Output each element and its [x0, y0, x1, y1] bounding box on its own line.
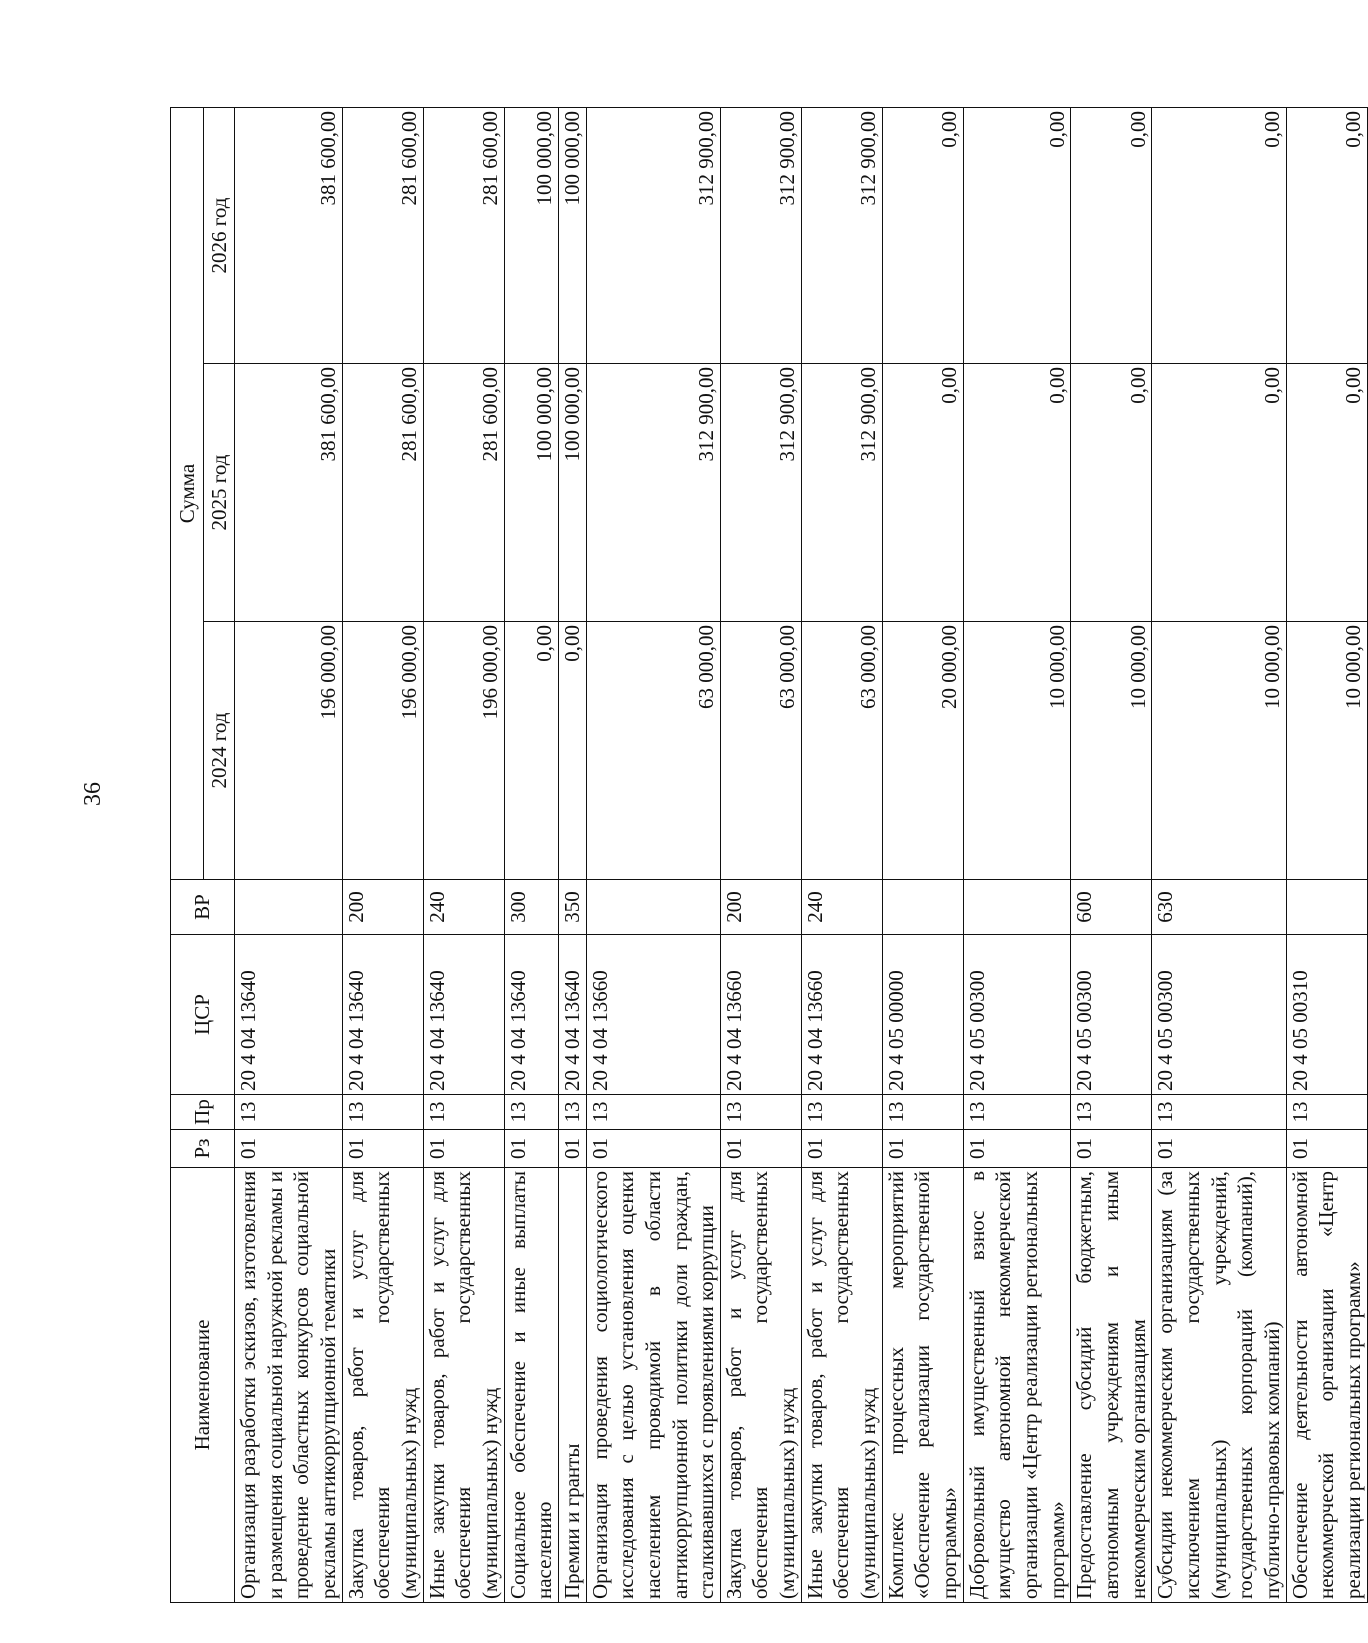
cell-2025: 0,00 [963, 364, 1071, 622]
cell-2025: 381 600,00 [235, 364, 343, 622]
cell-pr: 13 [558, 1095, 586, 1130]
cell-name: Субсидии некоммерческим организациям (за исключением государственных (муниципальных) учреждений, государственных корпораций (компаний), публично-правовых компаний) [1152, 1168, 1286, 1603]
cell-vr [963, 880, 1071, 935]
table-row [342, 108, 423, 1603]
table-header [171, 108, 235, 1603]
table-row [1071, 108, 1152, 1603]
cell-vr: 600 [1071, 880, 1152, 935]
cell-2026: 100 000,00 [504, 108, 558, 364]
cell-2025: 312 900,00 [801, 364, 882, 622]
cell-2025: 312 900,00 [720, 364, 801, 622]
cell-name: Комплекс процессных мероприятий «Обеспечение реализации государственной программы» [882, 1168, 963, 1603]
header-pr: Пр [171, 1095, 235, 1130]
table-row [1286, 108, 1367, 1603]
cell-2026: 312 900,00 [801, 108, 882, 364]
rotated-table-wrapper [170, 108, 1368, 1603]
cell-2024: 10 000,00 [1152, 622, 1286, 880]
cell-name: Предоставление субсидий бюджетным, автономным учреждениям и иным некоммерческим организациям [1071, 1168, 1152, 1603]
cell-pr: 13 [235, 1095, 343, 1130]
cell-2024: 0,00 [558, 622, 586, 880]
header-name: Наименование [171, 1168, 235, 1603]
cell-csr: 20 4 04 13640 [504, 935, 558, 1095]
cell-csr: 20 4 04 13640 [423, 935, 504, 1095]
cell-csr: 20 4 05 00300 [1071, 935, 1152, 1095]
table-row [801, 108, 882, 1603]
cell-csr: 20 4 05 00300 [963, 935, 1071, 1095]
cell-vr: 630 [1152, 880, 1286, 935]
cell-2024: 196 000,00 [342, 622, 423, 880]
cell-name: Иные закупки товаров, работ и услуг для обеспечения государственных (муниципальных) нужд [801, 1168, 882, 1603]
table-row [720, 108, 801, 1603]
cell-rz: 01 [423, 1130, 504, 1168]
header-2025: 2025 год [204, 364, 235, 622]
cell-rz: 01 [1152, 1130, 1286, 1168]
cell-csr: 20 4 05 00000 [882, 935, 963, 1095]
cell-2024: 10 000,00 [1071, 622, 1152, 880]
cell-rz: 01 [882, 1130, 963, 1168]
cell-2024: 63 000,00 [586, 622, 720, 880]
cell-2026: 281 600,00 [423, 108, 504, 364]
cell-csr: 20 4 04 13660 [586, 935, 720, 1095]
cell-2024: 63 000,00 [801, 622, 882, 880]
cell-vr [1286, 880, 1367, 935]
header-2024: 2024 год [204, 622, 235, 880]
cell-vr: 200 [342, 880, 423, 935]
cell-2026: 312 900,00 [720, 108, 801, 364]
cell-vr [586, 880, 720, 935]
cell-pr: 13 [963, 1095, 1071, 1130]
cell-name: Закупка товаров, работ и услуг для обеспечения государственных (муниципальных) нужд [342, 1168, 423, 1603]
cell-2024: 0,00 [504, 622, 558, 880]
table-row [558, 108, 586, 1603]
cell-pr: 13 [342, 1095, 423, 1130]
cell-pr: 13 [586, 1095, 720, 1130]
cell-2024: 10 000,00 [963, 622, 1071, 880]
table-row [504, 108, 558, 1603]
cell-rz: 01 [558, 1130, 586, 1168]
cell-vr [882, 880, 963, 935]
cell-pr: 13 [720, 1095, 801, 1130]
cell-2026: 281 600,00 [342, 108, 423, 364]
cell-name: Премии и гранты [558, 1168, 586, 1603]
cell-name: Иные закупки товаров, работ и услуг для обеспечения государственных (муниципальных) нужд [423, 1168, 504, 1603]
cell-pr: 13 [423, 1095, 504, 1130]
cell-csr: 20 4 04 13640 [235, 935, 343, 1095]
cell-2025: 0,00 [1152, 364, 1286, 622]
cell-name: Социальное обеспечение и иные выплаты населению [504, 1168, 558, 1603]
budget-table [170, 107, 1368, 1603]
page-number: 36 [80, 782, 106, 806]
cell-name: Обеспечение деятельности автономной некоммерческой организации «Центр реализации региональных программ» [1286, 1168, 1367, 1603]
cell-2026: 0,00 [963, 108, 1071, 364]
cell-2025: 281 600,00 [423, 364, 504, 622]
cell-csr: 20 4 04 13660 [720, 935, 801, 1095]
table-row [963, 108, 1071, 1603]
cell-2026: 381 600,00 [235, 108, 343, 364]
cell-pr: 13 [1286, 1095, 1367, 1130]
cell-2024: 20 000,00 [882, 622, 963, 880]
cell-name: Закупка товаров, работ и услуг для обеспечения государственных (муниципальных) нужд [720, 1168, 801, 1603]
cell-2025: 312 900,00 [586, 364, 720, 622]
cell-2024: 196 000,00 [235, 622, 343, 880]
header-2026: 2026 год [204, 108, 235, 364]
cell-2026: 0,00 [882, 108, 963, 364]
cell-rz: 01 [1071, 1130, 1152, 1168]
cell-rz: 01 [504, 1130, 558, 1168]
cell-2025: 281 600,00 [342, 364, 423, 622]
cell-vr: 350 [558, 880, 586, 935]
cell-2025: 0,00 [882, 364, 963, 622]
header-rz: Рз [171, 1130, 235, 1168]
cell-vr: 240 [423, 880, 504, 935]
cell-vr: 240 [801, 880, 882, 935]
cell-csr: 20 4 04 13660 [801, 935, 882, 1095]
cell-rz: 01 [720, 1130, 801, 1168]
cell-pr: 13 [504, 1095, 558, 1130]
cell-csr: 20 4 04 13640 [558, 935, 586, 1095]
cell-2025: 0,00 [1071, 364, 1152, 622]
table-row [1152, 108, 1286, 1603]
cell-pr: 13 [1071, 1095, 1152, 1130]
cell-csr: 20 4 05 00310 [1286, 935, 1367, 1095]
cell-vr: 200 [720, 880, 801, 935]
cell-2026: 312 900,00 [586, 108, 720, 364]
cell-rz: 01 [801, 1130, 882, 1168]
cell-vr [235, 880, 343, 935]
cell-rz: 01 [1286, 1130, 1367, 1168]
cell-2026: 0,00 [1286, 108, 1367, 364]
cell-csr: 20 4 04 13640 [342, 935, 423, 1095]
table-body [235, 108, 1368, 1603]
cell-rz: 01 [586, 1130, 720, 1168]
header-csr: ЦСР [171, 935, 235, 1095]
cell-pr: 13 [1152, 1095, 1286, 1130]
cell-rz: 01 [963, 1130, 1071, 1168]
cell-rz: 01 [342, 1130, 423, 1168]
cell-csr: 20 4 05 00300 [1152, 935, 1286, 1095]
header-vr: ВР [171, 880, 235, 935]
cell-pr: 13 [801, 1095, 882, 1130]
cell-2025: 0,00 [1286, 364, 1367, 622]
header-sum: Сумма [171, 108, 204, 880]
table-row [423, 108, 504, 1603]
table-row [882, 108, 963, 1603]
cell-rz: 01 [235, 1130, 343, 1168]
cell-name: Организация разработки эскизов, изготовления и размещения социальной наружной рекламы и проведение областных конкурсов социальной рекламы антикоррупционной тематики [235, 1168, 343, 1603]
cell-2026: 0,00 [1071, 108, 1152, 364]
table-row [235, 108, 343, 1603]
cell-2026: 0,00 [1152, 108, 1286, 364]
cell-vr: 300 [504, 880, 558, 935]
cell-pr: 13 [882, 1095, 963, 1130]
cell-name: Организация проведения социологического исследования с целью установления оценки населением проводимой в области антикоррупционной политики доли граждан, сталкивавшихся с проявлениями коррупции [586, 1168, 720, 1603]
cell-2024: 196 000,00 [423, 622, 504, 880]
cell-2024: 63 000,00 [720, 622, 801, 880]
table-row [586, 108, 720, 1603]
cell-2026: 100 000,00 [558, 108, 586, 364]
cell-2024: 10 000,00 [1286, 622, 1367, 880]
cell-name: Добровольный имущественный взнос в имущество автономной некоммерческой организации «Центр реализации региональных программ» [963, 1168, 1071, 1603]
cell-2025: 100 000,00 [504, 364, 558, 622]
cell-2025: 100 000,00 [558, 364, 586, 622]
